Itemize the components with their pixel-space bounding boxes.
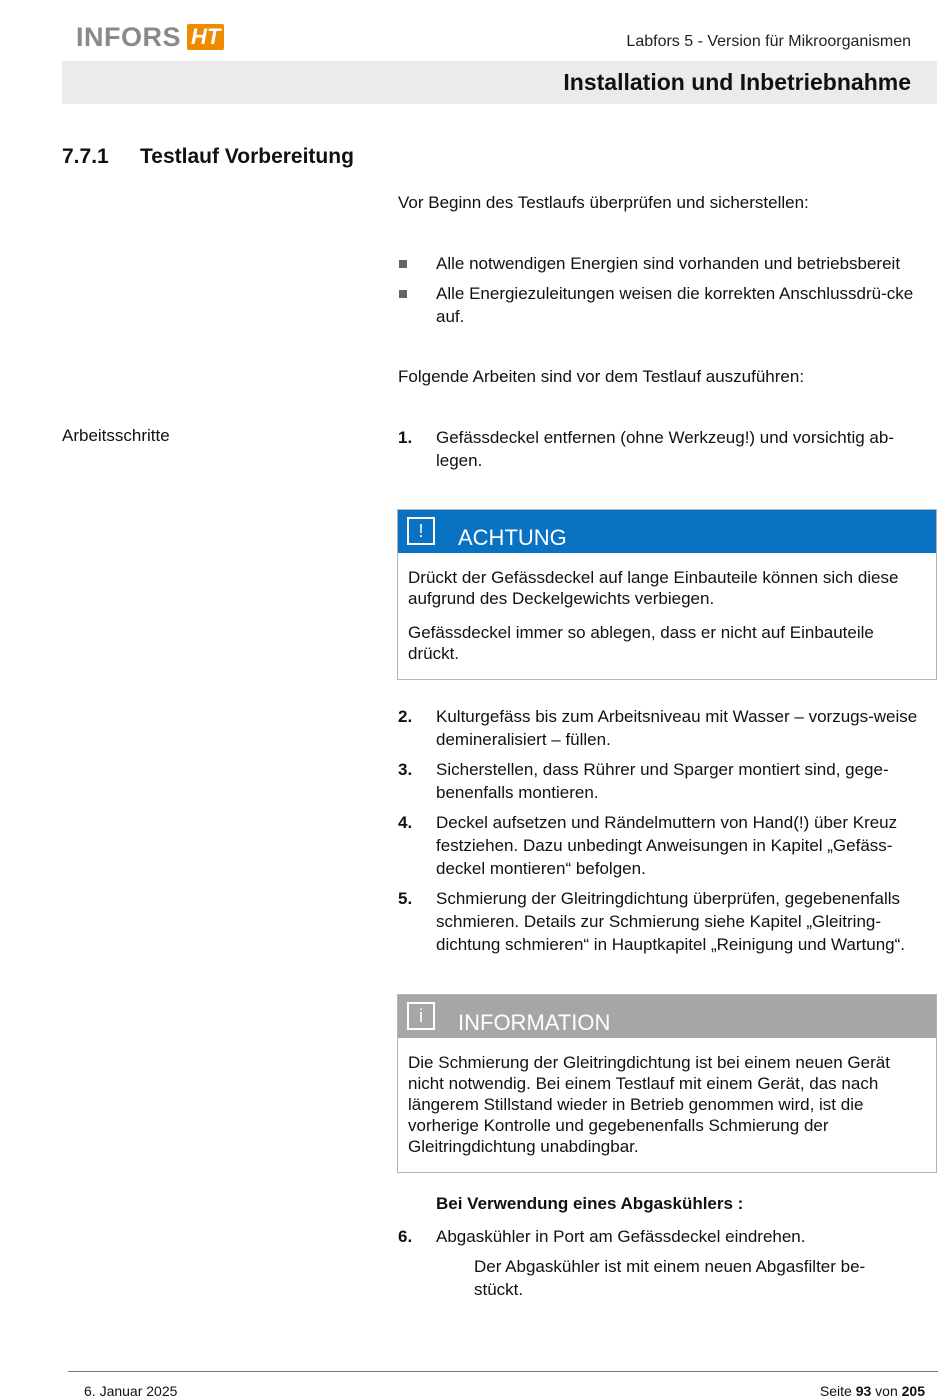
exclamation-icon: !: [407, 517, 435, 545]
total-pages: 205: [901, 1383, 925, 1399]
step-number: 4.: [398, 813, 413, 832]
warning-heading: ACHTUNG: [458, 525, 567, 550]
step-result: Der Abgaskühler ist mit einem neuen Abgasfilter be-stückt.: [474, 1257, 866, 1299]
step-text: Deckel aufsetzen und Rändelmuttern von Hand(!) über Kreuz festziehen. Dazu unbedingt Anweisungen in Kapitel „Gefäss-deckel montieren“ befolgen.: [436, 813, 898, 878]
step-text: Kulturgefäss bis zum Arbeitsniveau mit Wasser – vorzugs-weise demineralisiert – füllen.: [436, 707, 918, 749]
list-item: Alle notwendigen Energien sind vorhanden und betriebsbereit: [398, 252, 938, 275]
step-item: [398, 705, 938, 751]
step-list: [398, 705, 938, 963]
footer-date: 6. Januar 2025: [84, 1383, 178, 1399]
prerequisite-list: [398, 252, 938, 335]
logo-mark: HT: [187, 24, 224, 50]
step-number: 1.: [398, 428, 413, 447]
warning-box: [397, 509, 937, 680]
step-item: [398, 811, 938, 880]
step-list: [398, 1225, 938, 1255]
information-text: Die Schmierung der Gleitringdichtung ist bei einem neuen Gerät nicht notwendig. Bei einem Testlauf mit einem Gerät, das nach längerem Stillstand wieder in Betrieb genommen wird, ist die vorherige Kontrolle und gegebenenfalls Schmierung der Gleitringdichtung unabdingbar.: [408, 1053, 890, 1156]
warning-body: [398, 553, 936, 679]
step-text: Schmierung der Gleitringdichtung überprüfen, gegebenenfalls schmieren. Details zur Schmierung siehe Kapitel „Gleitring-dichtung schmieren“ in Hauptkapitel „Reinigung und Wartung“.: [436, 889, 906, 954]
section-number: 7.7.1: [62, 145, 109, 168]
information-heading: INFORMATION: [458, 1010, 611, 1035]
warning-text: Drückt der Gefässdeckel auf lange Einbauteile können sich diese aufgrund des Deckelgewichts verbiegen.: [408, 568, 899, 608]
step-text: Gefässdeckel entfernen (ohne Werkzeug!) und vorsichtig ab-legen.: [436, 428, 894, 470]
logo-text: INFORS: [76, 21, 182, 52]
information-box: [397, 994, 937, 1173]
step-item: [398, 758, 938, 804]
step-number: 3.: [398, 760, 413, 779]
intro-paragraph: Vor Beginn des Testlaufs überprüfen und sicherstellen:: [398, 193, 809, 212]
info-icon: i: [407, 1002, 435, 1030]
section-heading: [62, 145, 354, 169]
footer-divider: [68, 1371, 938, 1372]
step-number: 2.: [398, 707, 413, 726]
chapter-title-bar: [62, 61, 937, 104]
condition-heading: Bei Verwendung eines Abgaskühlers :: [436, 1194, 744, 1213]
step-item: [398, 887, 938, 956]
infors-ht-logo: [76, 22, 224, 52]
bullet-square-icon: [399, 260, 407, 268]
step-item: [398, 426, 938, 472]
step-number: 6.: [398, 1227, 413, 1246]
document-subtitle: Labfors 5 - Version für Mikroorganismen: [626, 33, 911, 50]
bullet-square-icon: [399, 290, 407, 298]
page-number: Seite 93 von 205: [819, 1383, 925, 1399]
current-page: 93: [855, 1383, 872, 1399]
step-list: [398, 426, 938, 479]
warning-instruction: Gefässdeckel immer so ablegen, dass er nicht auf Einbauteile drückt.: [408, 623, 874, 663]
step-item: [398, 1225, 938, 1248]
lead-paragraph: Folgende Arbeiten sind vor dem Testlauf auszuführen:: [398, 367, 805, 386]
step-text: Sicherstellen, dass Rührer und Sparger montiert sind, gege-benenfalls montieren.: [436, 760, 889, 802]
section-title: Testlauf Vorbereitung: [140, 145, 354, 168]
side-label: Arbeitsschritte: [62, 426, 170, 445]
step-text: Abgaskühler in Port am Gefässdeckel eindrehen.: [436, 1227, 806, 1246]
list-item: Alle Energiezuleitungen weisen die korrekten Anschlussdrü-cke auf.: [398, 282, 938, 328]
step-number: 5.: [398, 889, 413, 908]
information-header: [398, 995, 936, 1038]
chapter-title: Installation und Inbetriebnahme: [563, 69, 911, 95]
warning-header: [398, 510, 936, 553]
information-body: [398, 1038, 936, 1172]
